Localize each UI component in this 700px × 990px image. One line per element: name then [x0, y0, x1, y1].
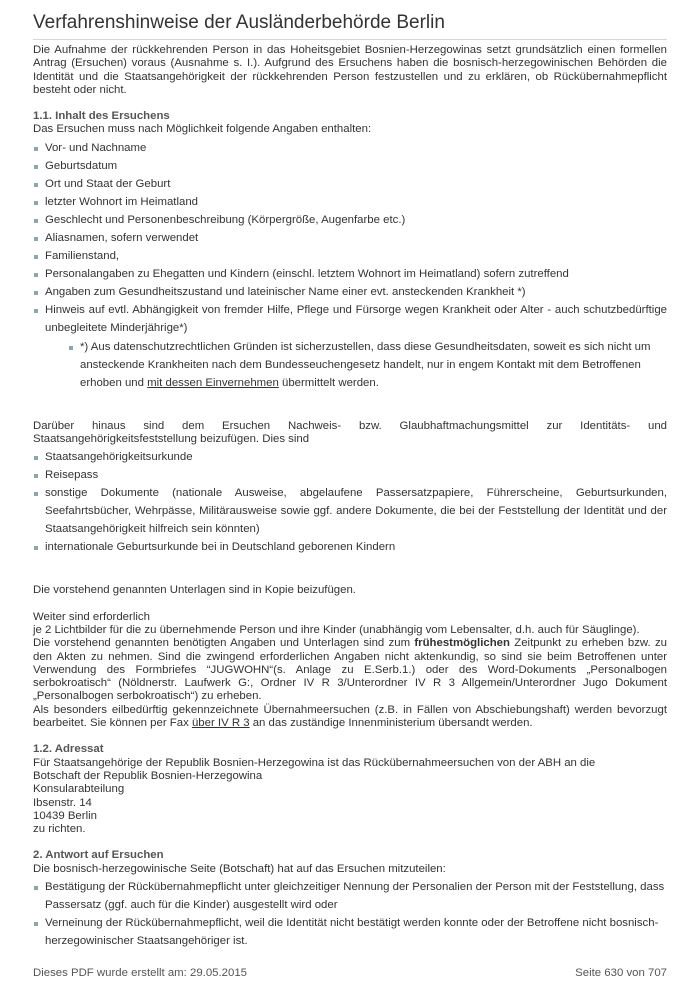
list-item: letzter Wohnort im Heimatland [45, 193, 667, 211]
list-item: Ort und Staat der Geburt [45, 175, 667, 193]
photo-requirement: je 2 Lichtbilder für die zu übernehmende Person und ihre Kinder (unabhängig vom Lebensalter, d.h. auch für Säuglinge). [33, 623, 640, 636]
urgent-paragraph: Als besonders eilbedürftig gekennzeichnete Übernahmeersuchen (z.B. in Fällen von Abschiebungshaft) werden bevorzugt bearbeitet. Sie können per Fax über IV R 3 an das zuständige Innenministerium übersandt werden. [33, 703, 667, 730]
collection-paragraph: Die vorstehend genannten benötigten Angaben und Unterlagen sind zum frühestmöglichen Zeitpunkt zu erheben bzw. zu den Akten zu nehmen. Sind die zwingend erforderlichen Angaben nicht aktenkundig, so sind sie beim Betroffenen unter Verwendung des Formbriefes “JUGWOHN“(s. Anlage zu E.Serb.1.) oder des Word-Dokuments „Personalbogen serbokroatisch“ (Nöldnerstr. Laufwerk G:, Ordner IV R 3/Unterordner IV R 3 Allgemein/Unterordner Jugo Dokument „Personalbogen serbokroatisch“) zu erheben. [33, 637, 667, 703]
list-item: Bestätigung der Rückübernahmepflicht unter gleichzeitiger Nennung der Personalien der Person mit der Feststellung, dass Passersatz (ggf. auch für die Kinder) ausgestellt wird oder [45, 878, 667, 914]
address-line: zu richten. [33, 823, 86, 836]
document-body [33, 44, 667, 950]
list-item: Aliasnamen, sofern verwendet [45, 229, 667, 247]
page-footer [33, 967, 667, 979]
list-item: internationale Geburtsurkunde bei in Deutschland geborenen Kindern [45, 538, 667, 556]
page-number: Seite 630 von 707 [575, 967, 667, 979]
list-item: Angaben zum Gesundheitszustand und lateinischer Name einer evt. ansteckenden Krankheit *) [45, 283, 667, 301]
list-item: Reisepass [45, 466, 667, 484]
page-title: Verfahrenshinweise der Ausländerbehörde Berlin [33, 12, 667, 40]
section-heading-1-1: 1.1. Inhalt des Ersuchens [33, 110, 170, 123]
list-item: sonstige Dokumente (nationale Ausweise, abgelaufene Passersatzpapiere, Führerscheine, Geburtsurkunden, Seefahrtsbücher, Wehrpässe, Militärausweise sowie ggf. andere Dokumente, die bei der Feststellung der Identität und der Staatsangehörigkeit hilfreich sein könnten) [45, 484, 667, 538]
section-heading-1-2: 1.2. Adressat [33, 743, 104, 756]
privacy-note-list [33, 338, 667, 392]
list-item: Staatsangehörigkeitsurkunde [45, 448, 667, 466]
address-line: Konsularabteilung [33, 783, 125, 796]
address-line: Für Staatsangehörige der Republik Bosnien-Herzegowina ist das Rückübernahmeersuchen von der ABH an die [33, 756, 596, 769]
proof-documents-list [33, 448, 667, 556]
list-item: Hinweis auf evtl. Abhängigkeit von fremder Hilfe, Pflege und Fürsorge wegen Krankheit oder Alter - auch schutzbedürftige unbegleitete Minderjährige*) [45, 301, 667, 337]
address-line: Botschaft der Republik Bosnien-Herzegowina [33, 769, 263, 782]
intro-paragraph: Die Aufnahme der rückkehrenden Person in das Hoheitsgebiet Bosnien-Herzegowinas setzt grundsätzlich einen formellen Antrag (Ersuchen) voraus (Ausnahme s. I.). Aufgrund des Ersuchens haben die bosnisch-herzegowinischen Behörden die Identität und die Staatsangehörigkeit der rückkehrenden Person festzustellen und zu erklären, ob Rückübernahmepflicht besteht oder nicht. [33, 44, 667, 96]
creation-date: Dieses PDF wurde erstellt am: 29.05.2015 [33, 967, 247, 979]
section-lead: Die bosnisch-herzegowinische Seite (Botschaft) hat auf das Ersuchen mitzuteilen: [33, 862, 446, 875]
privacy-note: *) Aus datenschutzrechtlichen Gründen ist sicherzustellen, dass diese Gesundheitsdaten, soweit es sich nicht um ansteckende Krankheiten nach dem Bundesseuchengesetz handelt, nur in engem Kontakt mit dem Betroffenen erhoben und mit dessen Einvernehmen übermittelt werden. [69, 338, 667, 392]
list-item: Familienstand, [45, 247, 667, 265]
further-required: Weiter sind erforderlich [33, 610, 150, 623]
consent-link[interactable]: mit dessen Einvernehmen [147, 376, 279, 389]
list-item: Geburtsdatum [45, 157, 667, 175]
address-line: 10439 Berlin [33, 809, 97, 822]
section-heading-2: 2. Antwort auf Ersuchen [33, 849, 164, 862]
list-item: Personalangaben zu Ehegatten und Kindern (einschl. letztem Wohnort im Heimatland) sofern zutreffend [45, 265, 667, 283]
list-item: Vor- und Nachname [45, 139, 667, 157]
copy-note: Die vorstehend genannten Unterlagen sind in Kopie beizufügen. [33, 584, 356, 597]
section-lead: Das Ersuchen muss nach Möglichkeit folgende Angaben enthalten: [33, 123, 372, 136]
required-data-list [33, 139, 667, 337]
response-list [33, 878, 667, 950]
proof-lead: Darüber hinaus sind dem Ersuchen Nachweis- bzw. Glaubhaftmachungsmittel zur Identitäts- und Staatsangehörigkeitsfeststellung beizufügen. Dies sind [33, 419, 667, 446]
address-line: Ibsenstr. 14 [33, 796, 92, 809]
list-item: Geschlecht und Personenbeschreibung (Körpergröße, Augenfarbe etc.) [45, 211, 667, 229]
list-item: Verneinung der Rückübernahmepflicht, weil die Identität nicht bestätigt werden konnte oder der Betroffene nicht bosnisch-herzegowinischer Staatsangehöriger ist. [45, 914, 667, 950]
fax-link[interactable]: über IV R 3 [191, 717, 250, 730]
